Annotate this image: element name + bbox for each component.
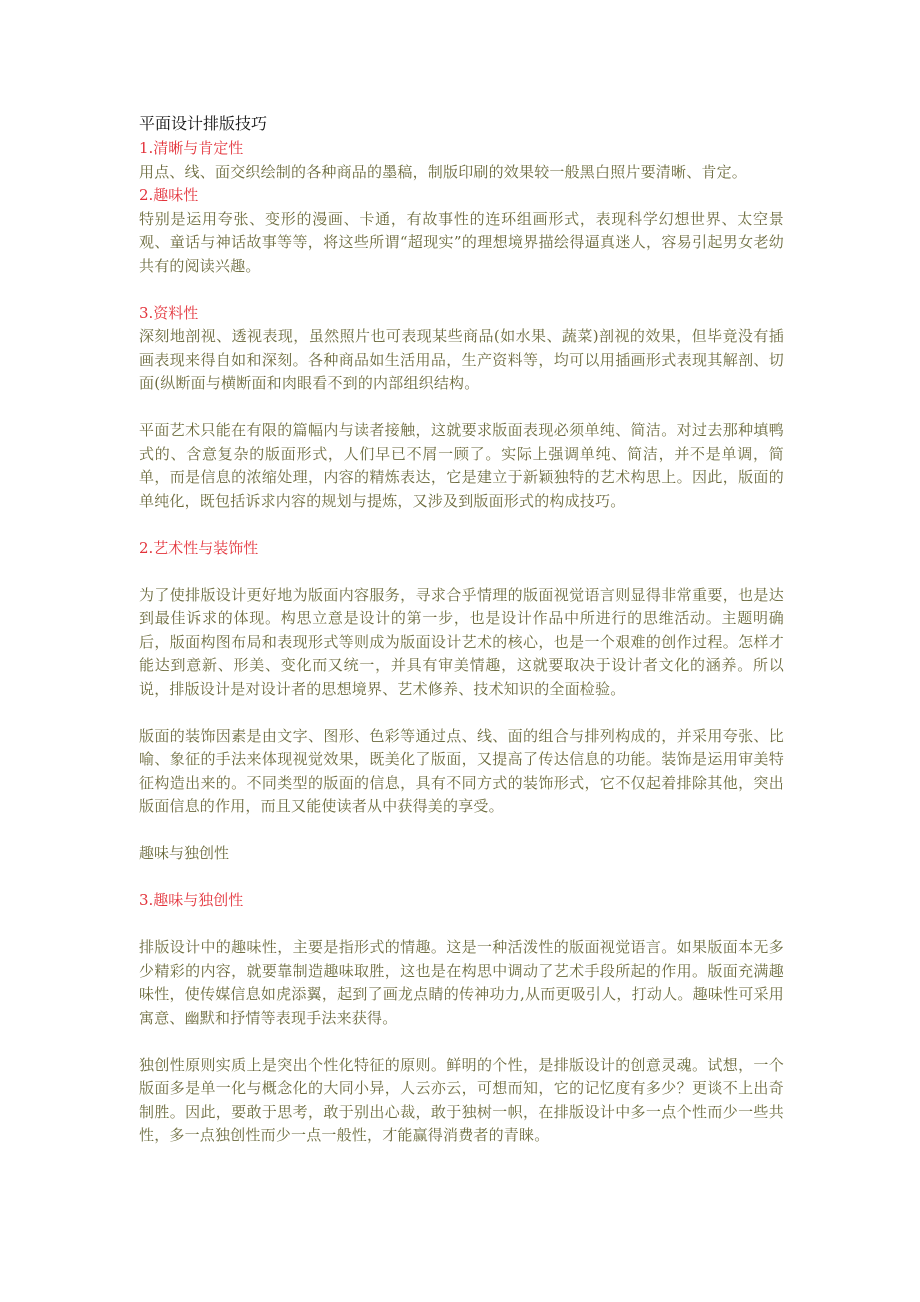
spacer xyxy=(139,278,784,302)
spacer xyxy=(139,866,784,890)
spacer xyxy=(139,1030,784,1054)
subheading-plain: 趣味与独创性 xyxy=(139,844,230,862)
document-page xyxy=(139,112,784,1148)
section-heading-clarity: 1.清晰与肯定性 xyxy=(139,139,244,157)
paragraph-decoration: 版面的装饰因素是由文字、图形、色彩等通过点、线、面的组合与排列构成的，并采用夸张、比喻、象征的手法来体现视觉效果，既美化了版面，又提高了传达信息的功能。装饰是运用审美特征构造出来的。不同类型的版面的信息，具有不同方式的装饰形式，它不仅起着排除其他，突出版面信息的作用，而且又能使读者从中获得美的享受。 xyxy=(139,726,784,815)
spacer xyxy=(139,701,784,725)
paragraph-artistry: 为了使排版设计更好地为版面内容服务，寻求合乎情理的版面视觉语言则显得非常重要，也是达到最佳诉求的体现。构思立意是设计的第一步，也是设计作品中所进行的思维活动。主题明确后，版面构图布局和表现形式等则成为版面设计艺术的核心，也是一个艰难的创作过程。怎样才能达到意新、形美、变化而又统一，并具有审美情趣，这就要取决于设计者文化的涵养。所以说，排版设计是对设计者的思想境界、艺术修养、技术知识的全面检验。 xyxy=(139,585,784,698)
paragraph-simplicity: 平面艺术只能在有限的篇幅内与读者接触，这就要求版面表现必须单纯、简洁。对过去那种填鸭式的、含意复杂的版面形式，人们早已不屑一顾了。实际上强调单纯、简洁，并不是单调，简单，而是信息的浓缩处理，内容的精炼表达，它是建立于新颖独特的艺术构思上。因此，版面的单纯化，既包括诉求内容的规划与提炼，又涉及到版面形式的构成技巧。 xyxy=(139,421,784,510)
paragraph-reference: 深刻地剖视、透视表现，虽然照片也可表现某些商品(如水果、蔬菜)剖视的效果，但毕竟没有插画表现来得自如和深刻。各种商品如生活用品，生产资料等，均可以用插画形式表现其解剖、切面(纵断面与横断面和肉眼看不到的内部组织结构。 xyxy=(139,327,784,392)
section-heading-interest: 2.趣味性 xyxy=(139,186,199,204)
spacer xyxy=(139,819,784,843)
spacer xyxy=(139,913,784,937)
spacer xyxy=(139,560,784,584)
document-title: 平面设计排版技巧 xyxy=(139,114,268,133)
section-heading-originality: 3.趣味与独创性 xyxy=(139,891,244,909)
paragraph-interest: 特别是运用夸张、变形的漫画、卡通，有故事性的连环组画形式，表现科学幻想世界、太空景观、童话与神话故事等等，将这些所谓“超现实”的理想境界描绘得逼真迷人，容易引起男女老幼共有的阅读兴趣。 xyxy=(139,209,784,275)
section-heading-artistry: 2.艺术性与装饰性 xyxy=(139,538,259,557)
paragraph-clarity: 用点、线、面交织绘制的各种商品的墨稿，制版印刷的效果较一般黑白照片要清晰、肯定。 xyxy=(139,162,748,181)
spacer xyxy=(139,396,784,420)
section-heading-reference: 3.资料性 xyxy=(139,303,199,322)
paragraph-originality: 独创性原则实质上是突出个性化特征的原则。鲜明的个性，是排版设计的创意灵魂。试想，一个版面多是单一化与概念化的大同小异，人云亦云，可想而知，它的记忆度有多少？更谈不上出奇制胜。因此，要敢于思考，敢于别出心裁，敢于独树一帜，在排版设计中多一点个性而少一些共性，多一点独创性而少一点一般性，才能赢得消费者的青睐。 xyxy=(139,1055,784,1144)
spacer xyxy=(139,513,784,537)
paragraph-fun: 排版设计中的趣味性，主要是指形式的情趣。这是一种活泼性的版面视觉语言。如果版面本无多少精彩的内容，就要靠制造趣味取胜，这也是在构思中调动了艺术手段所起的作用。版面充满趣味性，使传媒信息如虎添翼，起到了画龙点睛的传神功力,从而更吸引人，打动人。趣味性可采用寓意、幽默和抒情等表现手法来获得。 xyxy=(139,938,784,1027)
